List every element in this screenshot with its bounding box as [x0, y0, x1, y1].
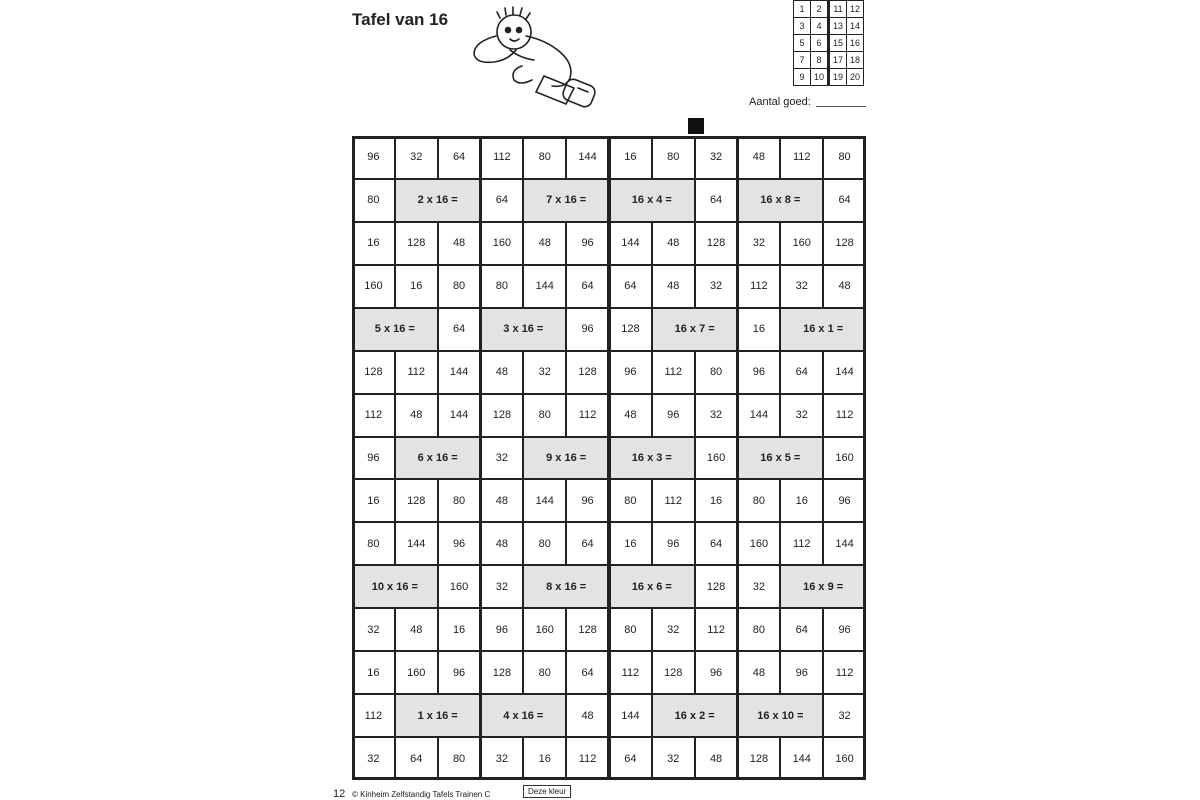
- answer-cell[interactable]: 160: [780, 222, 823, 265]
- answer-cell[interactable]: 32: [481, 565, 524, 608]
- question-cell: 16 x 1 =: [780, 308, 866, 351]
- answer-cell[interactable]: 64: [609, 265, 652, 308]
- answer-cell[interactable]: 16: [352, 222, 395, 265]
- progress-cell: 3: [794, 18, 811, 35]
- answer-cell[interactable]: 96: [352, 437, 395, 480]
- question-cell: 16 x 7 =: [652, 308, 738, 351]
- answer-cell[interactable]: 96: [566, 308, 609, 351]
- answer-cell[interactable]: 144: [566, 136, 609, 179]
- question-cell: 6 x 16 =: [395, 437, 481, 480]
- answer-cell[interactable]: 48: [395, 394, 438, 437]
- corner-marker: [688, 118, 704, 134]
- answer-cell[interactable]: 80: [523, 136, 566, 179]
- progress-cell: 19: [829, 69, 847, 86]
- answer-cell[interactable]: 80: [481, 265, 524, 308]
- answer-cell[interactable]: 64: [609, 737, 652, 780]
- question-cell: 16 x 3 =: [609, 437, 695, 480]
- progress-cell: 14: [847, 18, 864, 35]
- answer-cell[interactable]: 64: [566, 651, 609, 694]
- question-cell: 10 x 16 =: [352, 565, 438, 608]
- answer-cell[interactable]: 32: [738, 222, 781, 265]
- question-cell: 3 x 16 =: [481, 308, 567, 351]
- answer-cell[interactable]: 112: [780, 522, 823, 565]
- answer-cell[interactable]: 32: [780, 394, 823, 437]
- answer-cell[interactable]: 80: [823, 136, 866, 179]
- answer-cell[interactable]: 32: [695, 136, 738, 179]
- answer-cell[interactable]: 128: [695, 565, 738, 608]
- answer-cell[interactable]: 128: [395, 222, 438, 265]
- answer-cell[interactable]: 48: [481, 522, 524, 565]
- answer-cell[interactable]: 80: [438, 737, 481, 780]
- answer-cell[interactable]: 48: [652, 222, 695, 265]
- answer-cell[interactable]: 96: [352, 136, 395, 179]
- answer-cell[interactable]: 112: [652, 479, 695, 522]
- answer-cell[interactable]: 64: [395, 737, 438, 780]
- answer-cell[interactable]: 64: [695, 522, 738, 565]
- exercise-grid: [352, 136, 866, 780]
- answer-cell[interactable]: 160: [823, 737, 866, 780]
- answer-cell[interactable]: 32: [738, 565, 781, 608]
- answer-cell[interactable]: 32: [481, 737, 524, 780]
- answer-cell[interactable]: 16: [738, 308, 781, 351]
- answer-cell[interactable]: 48: [823, 265, 866, 308]
- question-cell: 5 x 16 =: [352, 308, 438, 351]
- answer-cell[interactable]: 128: [566, 608, 609, 651]
- answer-cell[interactable]: 112: [738, 265, 781, 308]
- answer-cell[interactable]: 80: [438, 265, 481, 308]
- answer-cell[interactable]: 160: [523, 608, 566, 651]
- answer-cell[interactable]: 80: [738, 479, 781, 522]
- progress-cell: 15: [829, 35, 847, 52]
- answer-cell[interactable]: 48: [438, 222, 481, 265]
- score-label: Aantal goed:: [749, 96, 811, 108]
- answer-cell[interactable]: 144: [438, 351, 481, 394]
- answer-cell[interactable]: 16: [609, 136, 652, 179]
- answer-cell[interactable]: 128: [823, 222, 866, 265]
- answer-cell[interactable]: 112: [780, 136, 823, 179]
- answer-cell[interactable]: 112: [566, 737, 609, 780]
- answer-cell[interactable]: 96: [738, 351, 781, 394]
- answer-cell[interactable]: 16: [780, 479, 823, 522]
- answer-cell[interactable]: 96: [695, 651, 738, 694]
- answer-cell[interactable]: 64: [695, 179, 738, 222]
- grid-frame: [352, 136, 866, 780]
- answer-cell[interactable]: 112: [609, 651, 652, 694]
- answer-cell[interactable]: 32: [823, 694, 866, 737]
- answer-cell[interactable]: 80: [609, 608, 652, 651]
- question-cell: 4 x 16 =: [481, 694, 567, 737]
- progress-cell: 2: [811, 1, 829, 18]
- answer-cell[interactable]: 48: [481, 351, 524, 394]
- answer-cell[interactable]: 96: [823, 608, 866, 651]
- answer-cell[interactable]: 32: [652, 737, 695, 780]
- question-cell: 2 x 16 =: [395, 179, 481, 222]
- answer-cell[interactable]: 144: [523, 265, 566, 308]
- answer-cell[interactable]: 16: [438, 608, 481, 651]
- answer-cell[interactable]: 128: [395, 479, 438, 522]
- answer-cell[interactable]: 96: [438, 522, 481, 565]
- page-number: 12: [333, 788, 346, 800]
- color-box[interactable]: Deze kleur: [523, 785, 571, 798]
- answer-cell[interactable]: 64: [438, 308, 481, 351]
- progress-cell: 10: [811, 69, 829, 86]
- answer-cell[interactable]: 128: [481, 394, 524, 437]
- answer-cell[interactable]: 96: [609, 351, 652, 394]
- answer-cell[interactable]: 48: [395, 608, 438, 651]
- question-cell: 8 x 16 =: [523, 565, 609, 608]
- answer-cell[interactable]: 16: [523, 737, 566, 780]
- answer-cell[interactable]: 96: [566, 479, 609, 522]
- progress-cell: 8: [811, 52, 829, 69]
- answer-cell[interactable]: 64: [566, 522, 609, 565]
- answer-cell[interactable]: 160: [438, 565, 481, 608]
- answer-cell[interactable]: 48: [609, 394, 652, 437]
- answer-cell[interactable]: 160: [481, 222, 524, 265]
- answer-cell[interactable]: 128: [566, 351, 609, 394]
- progress-cell: 4: [811, 18, 829, 35]
- question-cell: 16 x 10 =: [738, 694, 824, 737]
- answer-cell[interactable]: 96: [652, 394, 695, 437]
- answer-cell[interactable]: 64: [566, 265, 609, 308]
- progress-cell: 16: [847, 35, 864, 52]
- answer-cell[interactable]: 112: [823, 394, 866, 437]
- answer-cell[interactable]: 144: [395, 522, 438, 565]
- question-cell: 1 x 16 =: [395, 694, 481, 737]
- question-cell: 16 x 9 =: [780, 565, 866, 608]
- answer-cell[interactable]: 48: [481, 479, 524, 522]
- question-cell: 9 x 16 =: [523, 437, 609, 480]
- answer-cell[interactable]: 48: [738, 136, 781, 179]
- progress-cell: 13: [829, 18, 847, 35]
- answer-cell[interactable]: 80: [438, 479, 481, 522]
- answer-cell[interactable]: 144: [823, 522, 866, 565]
- answer-cell[interactable]: 32: [352, 737, 395, 780]
- answer-cell[interactable]: 32: [695, 265, 738, 308]
- progress-grid: [793, 0, 864, 86]
- answer-cell[interactable]: 16: [609, 522, 652, 565]
- answer-cell[interactable]: 112: [352, 394, 395, 437]
- page-title: Tafel van 16: [352, 10, 449, 29]
- answer-cell[interactable]: 96: [652, 522, 695, 565]
- score-answer-line[interactable]: [816, 106, 866, 107]
- answer-cell[interactable]: 16: [352, 479, 395, 522]
- question-cell: 7 x 16 =: [523, 179, 609, 222]
- answer-cell[interactable]: 48: [523, 222, 566, 265]
- answer-cell[interactable]: 96: [566, 222, 609, 265]
- answer-cell[interactable]: 144: [609, 694, 652, 737]
- answer-cell[interactable]: 64: [438, 136, 481, 179]
- copyright-text: © Kinheim Zelfstandig Tafels Trainen C: [352, 790, 491, 799]
- progress-cell: 9: [794, 69, 811, 86]
- answer-cell[interactable]: 64: [481, 179, 524, 222]
- answer-cell[interactable]: 80: [609, 479, 652, 522]
- question-cell: 16 x 4 =: [609, 179, 695, 222]
- answer-cell[interactable]: 16: [352, 651, 395, 694]
- answer-cell[interactable]: 48: [695, 737, 738, 780]
- answer-cell[interactable]: 64: [780, 608, 823, 651]
- answer-cell[interactable]: 128: [738, 737, 781, 780]
- answer-cell[interactable]: 160: [823, 437, 866, 480]
- answer-cell[interactable]: 112: [695, 608, 738, 651]
- progress-cell: 17: [829, 52, 847, 69]
- answer-cell[interactable]: 64: [780, 351, 823, 394]
- answer-cell[interactable]: 80: [523, 394, 566, 437]
- answer-cell[interactable]: 48: [652, 265, 695, 308]
- answer-cell[interactable]: 160: [352, 265, 395, 308]
- answer-cell[interactable]: 128: [609, 308, 652, 351]
- answer-cell[interactable]: 32: [352, 608, 395, 651]
- answer-cell[interactable]: 160: [695, 437, 738, 480]
- answer-cell[interactable]: 96: [481, 608, 524, 651]
- answer-cell[interactable]: 80: [352, 522, 395, 565]
- answer-cell[interactable]: 80: [695, 351, 738, 394]
- answer-cell[interactable]: 144: [780, 737, 823, 780]
- answer-cell[interactable]: 80: [652, 136, 695, 179]
- answer-cell[interactable]: 32: [395, 136, 438, 179]
- progress-cell: 12: [847, 1, 864, 18]
- answer-cell[interactable]: 112: [566, 394, 609, 437]
- answer-cell[interactable]: 128: [352, 351, 395, 394]
- answer-cell[interactable]: 128: [695, 222, 738, 265]
- progress-cell: 5: [794, 35, 811, 52]
- answer-cell[interactable]: 112: [352, 694, 395, 737]
- answer-cell[interactable]: 144: [523, 479, 566, 522]
- answer-cell[interactable]: 160: [738, 522, 781, 565]
- answer-cell[interactable]: 160: [395, 651, 438, 694]
- answer-cell[interactable]: 144: [738, 394, 781, 437]
- answer-cell[interactable]: 112: [652, 351, 695, 394]
- answer-cell[interactable]: 32: [652, 608, 695, 651]
- answer-cell[interactable]: 144: [609, 222, 652, 265]
- answer-cell[interactable]: 112: [395, 351, 438, 394]
- answer-cell[interactable]: 96: [823, 479, 866, 522]
- progress-cell: 11: [829, 1, 847, 18]
- answer-cell[interactable]: 144: [823, 351, 866, 394]
- progress-cell: 6: [811, 35, 829, 52]
- question-cell: 16 x 6 =: [609, 565, 695, 608]
- progress-cell: 7: [794, 52, 811, 69]
- answer-cell[interactable]: 16: [695, 479, 738, 522]
- answer-cell[interactable]: 96: [780, 651, 823, 694]
- answer-cell[interactable]: 32: [780, 265, 823, 308]
- question-cell: 16 x 5 =: [738, 437, 824, 480]
- progress-cell: 18: [847, 52, 864, 69]
- answer-cell[interactable]: 80: [352, 179, 395, 222]
- answer-cell[interactable]: 48: [738, 651, 781, 694]
- answer-cell[interactable]: 144: [438, 394, 481, 437]
- answer-cell[interactable]: 96: [438, 651, 481, 694]
- question-cell: 16 x 2 =: [652, 694, 738, 737]
- answer-cell[interactable]: 80: [738, 608, 781, 651]
- progress-cell: 20: [847, 69, 864, 86]
- answer-cell[interactable]: 80: [523, 522, 566, 565]
- bear-illustration: [466, 6, 612, 124]
- answer-cell[interactable]: 128: [481, 651, 524, 694]
- progress-cell: 1: [794, 1, 811, 18]
- answer-cell[interactable]: 32: [695, 394, 738, 437]
- answer-cell[interactable]: 16: [395, 265, 438, 308]
- answer-cell[interactable]: 80: [523, 651, 566, 694]
- answer-cell[interactable]: 64: [823, 179, 866, 222]
- answer-cell[interactable]: 112: [481, 136, 524, 179]
- answer-cell[interactable]: 48: [566, 694, 609, 737]
- answer-cell[interactable]: 32: [481, 437, 524, 480]
- answer-cell[interactable]: 32: [523, 351, 566, 394]
- question-cell: 16 x 8 =: [738, 179, 824, 222]
- answer-cell[interactable]: 112: [823, 651, 866, 694]
- answer-cell[interactable]: 128: [652, 651, 695, 694]
